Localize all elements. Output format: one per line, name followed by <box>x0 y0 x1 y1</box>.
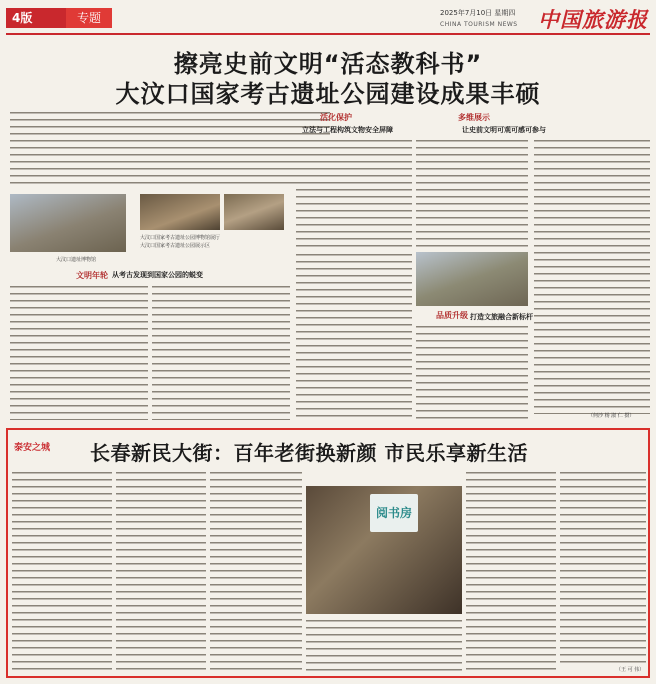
section-1-title: 从考古发现到国家公园的蜕变 <box>112 271 203 279</box>
main-headline-line1: 擦亮史前文明“活态教科书” <box>173 50 483 78</box>
bottom-article-byline: （王 可 伟） <box>616 667 645 673</box>
image-caption-3: 大汶口国家考古遗址公园展示区 <box>140 243 211 249</box>
bottom-text-col3 <box>210 470 302 674</box>
section-2-text-col2 <box>296 252 412 420</box>
main-article-byline: （何沙 杨 淑 仁 摄） <box>588 413 635 419</box>
intro-paragraph <box>10 110 330 186</box>
bottom-text-under-photo <box>306 618 462 674</box>
bottom-text-col4 <box>466 470 556 674</box>
section-3-text-col1 <box>416 138 528 248</box>
section-tab: 专题 <box>66 8 112 28</box>
main-headline-line2: 大汶口国家考古遗址公园建设成果丰硕 <box>115 80 541 108</box>
museum-photo-2 <box>140 194 220 230</box>
section-4-head: 品质升级 <box>436 311 468 320</box>
page-number-tab: 4版 <box>6 8 66 28</box>
section-1-text-col1 <box>10 284 148 420</box>
bookstore-sign <box>370 494 418 532</box>
bottom-article-badge: 泰安之城 <box>14 443 51 453</box>
bookstore-sign-text: 阅书房 <box>375 506 412 520</box>
bottom-article-headline: 长春新民大街：百年老街换新颜 市民乐享新生活 <box>90 441 528 465</box>
header-rule <box>6 33 650 35</box>
section-2-title: 立法与工程构筑文物安全屏障 <box>302 126 393 134</box>
bottom-text-col5 <box>560 470 646 666</box>
museum-photo-3 <box>224 194 284 230</box>
image-caption-1: 大汶口遗址博物馆 <box>56 257 97 263</box>
museum-photo-1 <box>10 194 126 252</box>
section-1-text-col2 <box>152 284 290 420</box>
newspaper-logo: 中国旅游报 <box>538 7 648 32</box>
section-3-text-col2 <box>534 138 650 414</box>
section-3-title: 让史前文明可观可感可参与 <box>462 126 546 134</box>
newspaper-english-name: CHINA TOURISM NEWS <box>440 21 518 28</box>
section-1-head: 文明年轮 <box>76 271 108 280</box>
issue-date: 2025年7月10日 星期四 <box>440 9 516 17</box>
bottom-text-col1 <box>12 470 112 674</box>
park-photo <box>416 252 528 306</box>
section-4-text <box>416 324 528 420</box>
bottom-text-col2 <box>116 470 206 674</box>
section-4-title: 打造文旅融合新标杆 <box>470 313 533 321</box>
section-3-head: 多维展示 <box>458 113 490 122</box>
image-caption-2: 大汶口国家考古遗址公园博物馆展厅 <box>140 235 221 241</box>
section-2-head: 活化保护 <box>320 113 352 122</box>
section-2-text-col1 <box>296 138 412 248</box>
